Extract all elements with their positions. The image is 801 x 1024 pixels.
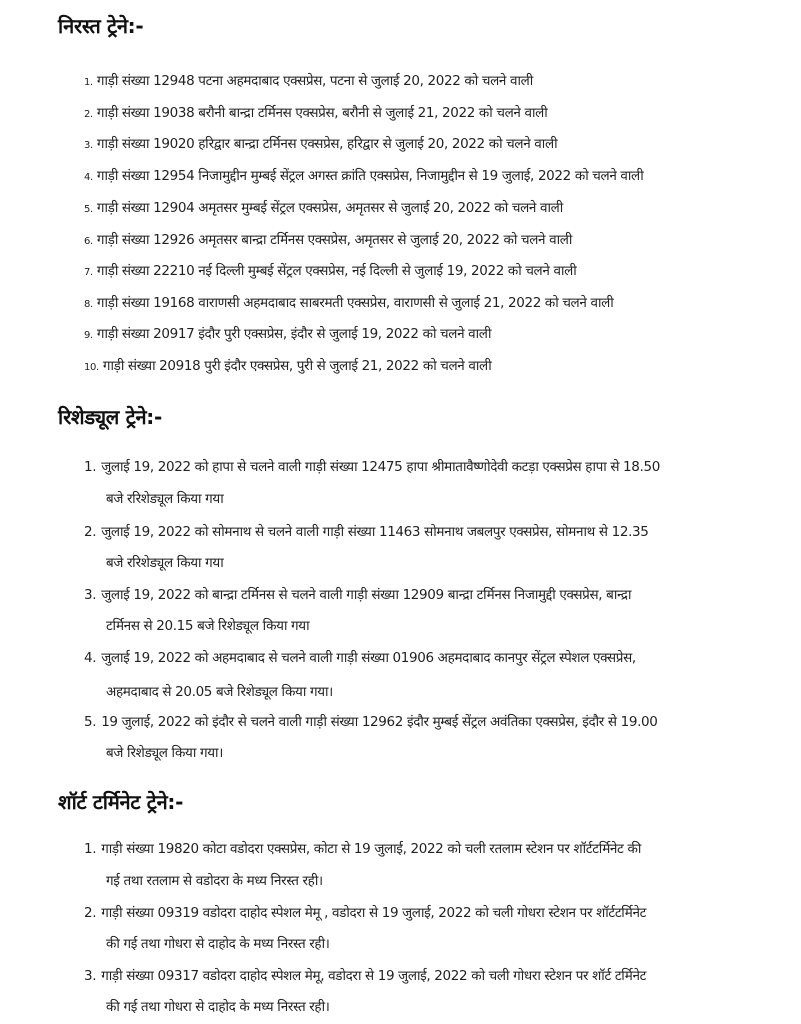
list-item: [84, 293, 613, 311]
item-text: गाड़ी संख्या 09319 वडोदरा दाहोद स्पेशल मेमू , वडोदरा से 19 जुलाई, 2022 को चली गोधरा स्टेशन पर शॉर्टटर्मिनेट: [101, 905, 647, 921]
item-number: 3.: [84, 968, 97, 984]
list-item: [84, 585, 631, 603]
list-item-continuation: की गई तथा गोधरा से दाहोद के मध्य निरस्त रही।: [106, 936, 330, 952]
item-text: गाड़ी संख्या 12926 अमृतसर बान्द्रा टर्मिनस एक्सप्रेस, अमृतसर से जुलाई 20, 2022 को चलने वाली: [96, 232, 573, 248]
item-number: 3.: [84, 140, 93, 151]
item-number: 7.: [84, 267, 93, 278]
list-item: [84, 712, 658, 730]
item-number: 5.: [84, 714, 97, 730]
list-item-continuation: की गई तथा गोधरा से दाहोद के मध्य निरस्त रही।: [106, 999, 330, 1015]
list-item-continuation: बजे ररिशेड्यूल किया गया: [106, 555, 224, 571]
item-number: 1.: [84, 77, 93, 88]
list-item: [84, 261, 576, 279]
list-item: [84, 522, 648, 540]
item-number: 6.: [84, 236, 93, 247]
list-item: [84, 457, 660, 475]
item-text: गाड़ी संख्या 20918 पुरी इंदौर एक्सप्रेस, पुरी से जुलाई 21, 2022 को चलने वाली: [102, 358, 492, 374]
item-text: जुलाई 19, 2022 को सोमनाथ से चलने वाली गाड़ी संख्या 11463 सोमनाथ जबलपुर एक्सप्रेस, सोमनाथ से 12.35: [101, 524, 649, 540]
item-number: 1.: [84, 459, 97, 475]
item-number: 2.: [84, 905, 97, 921]
item-number: 9.: [84, 330, 93, 341]
item-text: जुलाई 19, 2022 को हापा से चलने वाली गाड़ी संख्या 12475 हापा श्रीमातावैष्णोदेवी कटड़ा एक्सप्रेस हापा से 18.50: [101, 459, 660, 475]
rescheduled-trains-heading: रिशेड्यूल ट्रेने:-: [58, 405, 163, 429]
list-item: [84, 103, 547, 121]
item-text: गाड़ी संख्या 12948 पटना अहमदाबाद एक्सप्रेस, पटना से जुलाई 20, 2022 को चलने वाली: [96, 73, 533, 89]
item-text: गाड़ी संख्या 19038 बरौनी बान्द्रा टर्मिनस एक्सप्रेस, बरौनी से जुलाई 21, 2022 को चलने वाली: [96, 105, 548, 121]
item-text: गाड़ी संख्या 12954 निजामुद्दीन मुम्बई सेंट्रल अगस्त क्रांति एक्सप्रेस, निजामुद्दीन से 19 जुलाई, 2022 को चलने वाली: [96, 168, 644, 184]
item-text: गाड़ी संख्या 19020 हरिद्वार बान्द्रा टर्मिनस एक्सप्रेस, हरिद्वार से जुलाई 20, 2022 को चलने वाली: [96, 136, 558, 152]
list-item: [84, 966, 646, 984]
item-number: 2.: [84, 524, 97, 540]
item-text: जुलाई 19, 2022 को अहमदाबाद से चलने वाली गाड़ी संख्या 01906 अहमदाबाद कानपुर सेंट्रल स्पेशल एक्सप्रेस,: [101, 650, 636, 666]
list-item-continuation: गई तथा रतलाम से वडोदरा के मध्य निरस्त रही।: [106, 873, 323, 889]
item-text: गाड़ी संख्या 19820 कोटा वडोदरा एक्सप्रेस, कोटा से 19 जुलाई, 2022 को चली रतलाम स्टेशन पर शॉर्टटर्मिनेट की: [101, 841, 641, 857]
list-item-continuation: बजे ररिशेड्यूल किया गया: [106, 491, 224, 507]
item-number: 3.: [84, 587, 97, 603]
list-item: [84, 648, 636, 666]
list-item: [84, 198, 563, 216]
item-number: 4.: [84, 172, 93, 183]
item-number: 2.: [84, 109, 93, 120]
item-number: 1.: [84, 841, 97, 857]
item-text: जुलाई 19, 2022 को बान्द्रा टर्मिनस से चलने वाली गाड़ी संख्या 12909 बान्द्रा टर्मिनस निजामुद्दी एक्सप्रेस, बान्द्रा: [101, 587, 632, 603]
item-text: गाड़ी संख्या 20917 इंदौर पुरी एक्सप्रेस, इंदौर से जुलाई 19, 2022 को चलने वाली: [96, 326, 492, 342]
list-item-continuation: अहमदाबाद से 20.05 बजे रिशेड्यूल किया गया।: [106, 684, 333, 700]
item-text: गाड़ी संख्या 22210 नई दिल्ली मुम्बई सेंट्रल एक्सप्रेस, नई दिल्ली से जुलाई 19, 2022 को चलने वाली: [96, 263, 577, 279]
item-text: 19 जुलाई, 2022 को इंदौर से चलने वाली गाड़ी संख्या 12962 इंदौर मुम्बई सेंट्रल अवंतिका एक्सप्रेस, इंदौर से 19.00: [101, 714, 658, 730]
list-item: [84, 134, 557, 152]
list-item: [84, 166, 643, 184]
item-text: गाड़ी संख्या 09317 वडोदरा दाहोद स्पेशल मेमू, वडोदरा से 19 जुलाई, 2022 को चली गोधरा स्टेशन पर शॉर्ट टर्मिनेट: [101, 968, 647, 984]
list-item: [84, 230, 572, 248]
item-text: गाड़ी संख्या 12904 अमृतसर मुम्बई सेंट्रल एक्सप्रेस, अमृतसर से जुलाई 20, 2022 को चलने वाली: [96, 200, 563, 216]
cancelled-trains-heading: निरस्त ट्रेने:-: [58, 14, 144, 38]
list-item: [84, 839, 641, 857]
item-number: 8.: [84, 299, 93, 310]
list-item: [84, 324, 491, 342]
list-item: [84, 903, 646, 921]
short-terminated-trains-heading: शॉर्ट टर्मिनेट ट्रेने:-: [58, 790, 184, 814]
list-item: [84, 356, 491, 374]
list-item-continuation: बजे रिशेड्यूल किया गया।: [106, 745, 223, 761]
item-text: गाड़ी संख्या 19168 वाराणसी अहमदाबाद साबरमती एक्सप्रेस, वाराणसी से जुलाई 21, 2022 को चलने वाली: [96, 295, 614, 311]
list-item: [84, 71, 533, 89]
item-number: 5.: [84, 204, 93, 215]
item-number: 10.: [84, 362, 99, 373]
list-item-continuation: टर्मिनस से 20.15 बजे रिशेड्यूल किया गया: [106, 618, 310, 634]
item-number: 4.: [84, 650, 97, 666]
